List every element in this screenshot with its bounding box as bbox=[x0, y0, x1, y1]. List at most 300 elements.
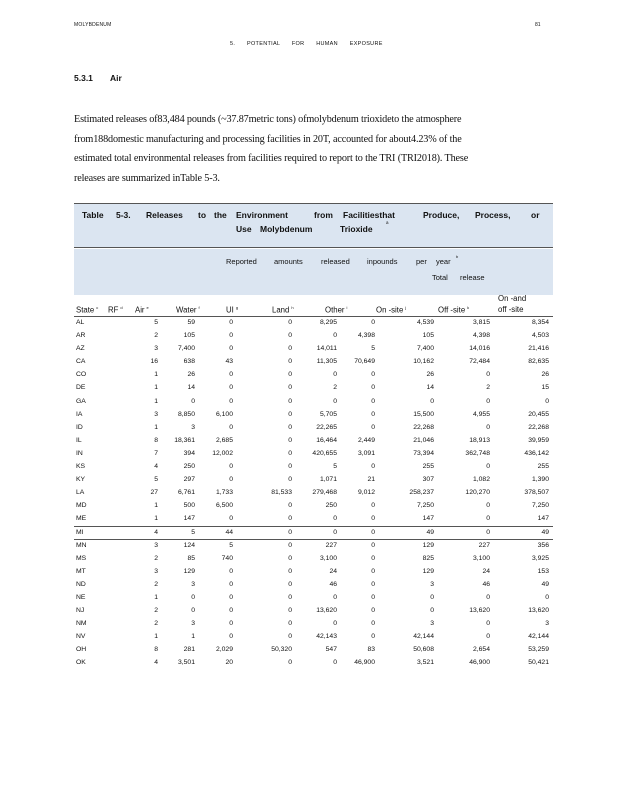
value-cell: 0 bbox=[486, 371, 490, 379]
value-cell: 129 bbox=[422, 567, 434, 575]
col-header-offsite: Off -site $^k$ bbox=[438, 305, 470, 315]
value-cell: 5 bbox=[229, 541, 233, 549]
value-cell: 0 bbox=[486, 528, 490, 536]
value-cell: 3 bbox=[154, 345, 158, 353]
paragraph-line: releases are summarized inTable 5-3. bbox=[74, 172, 220, 184]
value-cell: 16,464 bbox=[316, 436, 337, 444]
table-row bbox=[74, 644, 553, 657]
value-cell: 1,733 bbox=[215, 489, 233, 497]
value-cell: 3,100 bbox=[472, 554, 490, 562]
value-cell: 0 bbox=[229, 332, 233, 340]
value-cell: 5 bbox=[371, 345, 375, 353]
section-title: Air bbox=[110, 73, 122, 83]
value-cell: 0 bbox=[288, 358, 292, 366]
col-header-water: Water $^f$ bbox=[176, 305, 200, 315]
value-cell: 105 bbox=[183, 332, 195, 340]
value-cell: 0 bbox=[288, 515, 292, 523]
value-cell: 0 bbox=[371, 515, 375, 523]
caption-word: Environment bbox=[236, 210, 288, 220]
value-cell: 0 bbox=[229, 345, 233, 353]
value-cell: 250 bbox=[183, 463, 195, 471]
value-cell: 147 bbox=[537, 515, 549, 523]
value-cell: 0 bbox=[288, 332, 292, 340]
value-cell: 24 bbox=[482, 567, 490, 575]
table-row bbox=[74, 592, 553, 605]
value-cell: 3 bbox=[430, 580, 434, 588]
state-cell: OK bbox=[76, 659, 86, 667]
value-cell: 1 bbox=[154, 593, 158, 601]
value-cell: 72,484 bbox=[469, 358, 490, 366]
value-cell: 0 bbox=[288, 607, 292, 615]
caption-word: Use bbox=[236, 224, 252, 234]
table-row bbox=[74, 657, 553, 670]
table-subheader bbox=[74, 249, 553, 295]
state-cell: MS bbox=[76, 554, 87, 562]
value-cell: 2,654 bbox=[472, 646, 490, 654]
value-cell: 2,449 bbox=[357, 436, 375, 444]
value-cell: 0 bbox=[371, 397, 375, 405]
caption-word: from bbox=[314, 210, 333, 220]
table-row bbox=[74, 356, 553, 369]
value-cell: 3,100 bbox=[319, 554, 337, 562]
value-cell: 12,002 bbox=[212, 449, 233, 457]
value-cell: 2 bbox=[486, 384, 490, 392]
value-cell: 0 bbox=[333, 659, 337, 667]
value-cell: 5,705 bbox=[319, 410, 337, 418]
value-cell: 18,361 bbox=[174, 436, 195, 444]
value-cell: 0 bbox=[430, 397, 434, 405]
state-cell: OH bbox=[76, 646, 87, 654]
value-cell: 0 bbox=[371, 593, 375, 601]
value-cell: 0 bbox=[486, 397, 490, 405]
caption-word: Molybdenum bbox=[260, 224, 313, 234]
value-cell: 0 bbox=[288, 371, 292, 379]
value-cell: 0 bbox=[288, 449, 292, 457]
value-cell: 10,162 bbox=[413, 358, 434, 366]
value-cell: 22,268 bbox=[528, 423, 549, 431]
value-cell: 11,305 bbox=[316, 358, 337, 366]
value-cell: 0 bbox=[371, 371, 375, 379]
value-cell: 50,320 bbox=[271, 646, 292, 654]
state-cell: ND bbox=[76, 580, 86, 588]
value-cell: 3 bbox=[191, 423, 195, 431]
value-cell: 0 bbox=[229, 319, 233, 326]
value-cell: 258,237 bbox=[409, 489, 434, 497]
value-cell: 378,507 bbox=[524, 489, 549, 497]
value-cell: 0 bbox=[333, 593, 337, 601]
value-cell: 15 bbox=[541, 384, 549, 392]
value-cell: 3 bbox=[154, 541, 158, 549]
value-cell: 0 bbox=[545, 593, 549, 601]
value-cell: 0 bbox=[430, 593, 434, 601]
value-cell: 0 bbox=[229, 580, 233, 588]
state-cell: IL bbox=[76, 436, 82, 444]
value-cell: 1 bbox=[154, 384, 158, 392]
page-number: 81 bbox=[535, 22, 541, 28]
value-cell: 0 bbox=[333, 332, 337, 340]
value-cell: 0 bbox=[288, 620, 292, 628]
value-cell: 18,913 bbox=[469, 436, 490, 444]
value-cell: 1 bbox=[154, 502, 158, 510]
table-row bbox=[74, 409, 553, 422]
value-cell: 436,142 bbox=[524, 449, 549, 457]
value-cell: 5 bbox=[333, 463, 337, 471]
value-cell: 0 bbox=[371, 410, 375, 418]
value-cell: 0 bbox=[191, 607, 195, 615]
value-cell: 1,082 bbox=[472, 476, 490, 484]
state-cell: LA bbox=[76, 489, 85, 497]
value-cell: 0 bbox=[229, 463, 233, 471]
value-cell: 547 bbox=[325, 646, 337, 654]
value-cell: 3,521 bbox=[416, 659, 434, 667]
table-row bbox=[74, 369, 553, 382]
value-cell: 0 bbox=[191, 593, 195, 601]
paragraph-line: estimated total environmental releases from facilities required to report to the TRI (TRI2018). These bbox=[74, 153, 469, 164]
state-cell: AL bbox=[76, 319, 85, 326]
value-cell: 4 bbox=[154, 463, 158, 471]
table-row bbox=[74, 566, 553, 579]
table-row bbox=[74, 579, 553, 592]
value-cell: 0 bbox=[229, 476, 233, 484]
value-cell: 7,250 bbox=[416, 502, 434, 510]
state-cell: MN bbox=[76, 541, 87, 549]
caption-word: Process, bbox=[475, 210, 511, 220]
subheader-word: per bbox=[416, 257, 427, 266]
value-cell: 21,046 bbox=[413, 436, 434, 444]
value-cell: 255 bbox=[537, 463, 549, 471]
value-cell: 0 bbox=[288, 528, 292, 536]
value-cell: 0 bbox=[229, 423, 233, 431]
value-cell: 6,100 bbox=[215, 410, 233, 418]
paragraph-line: from188domestic manufacturing and processing facilities in 20T, accounted for about4.23% of the bbox=[74, 133, 462, 145]
caption-word: the bbox=[214, 210, 227, 220]
col-header-onoff-bottom: off -site bbox=[498, 305, 524, 314]
value-cell: 4,539 bbox=[416, 319, 434, 326]
value-cell: 53,259 bbox=[528, 646, 549, 654]
value-cell: 2 bbox=[154, 620, 158, 628]
value-cell: 0 bbox=[486, 620, 490, 628]
table-row bbox=[74, 330, 553, 343]
table-row bbox=[74, 513, 553, 526]
value-cell: 0 bbox=[229, 567, 233, 575]
value-cell: 0 bbox=[486, 633, 490, 641]
value-cell: 0 bbox=[288, 502, 292, 510]
value-cell: 255 bbox=[422, 463, 434, 471]
state-cell: IA bbox=[76, 410, 83, 418]
value-cell: 0 bbox=[486, 463, 490, 471]
state-cell: ID bbox=[76, 423, 83, 431]
value-cell: 82,635 bbox=[528, 358, 549, 366]
value-cell: 26 bbox=[541, 371, 549, 379]
value-cell: 129 bbox=[422, 541, 434, 549]
col-header-state: State $^c$ bbox=[76, 305, 99, 315]
value-cell: 20,455 bbox=[528, 410, 549, 418]
value-cell: 21 bbox=[367, 476, 375, 484]
value-cell: 1 bbox=[154, 423, 158, 431]
state-cell: KS bbox=[76, 463, 86, 471]
value-cell: 0 bbox=[371, 607, 375, 615]
state-cell: ME bbox=[76, 515, 87, 523]
value-cell: 14 bbox=[187, 384, 195, 392]
value-cell: 2 bbox=[333, 384, 337, 392]
value-cell: 73,394 bbox=[413, 449, 434, 457]
state-cell: CO bbox=[76, 371, 87, 379]
value-cell: 0 bbox=[486, 502, 490, 510]
value-cell: 0 bbox=[288, 384, 292, 392]
value-cell: 279,468 bbox=[312, 489, 337, 497]
subheader-word: released bbox=[321, 257, 350, 266]
value-cell: 1 bbox=[154, 371, 158, 379]
subheader-word: Reported bbox=[226, 257, 257, 266]
subheader-word: Total bbox=[432, 273, 448, 282]
value-cell: 0 bbox=[229, 515, 233, 523]
value-cell: 26 bbox=[426, 371, 434, 379]
value-cell: 0 bbox=[229, 633, 233, 641]
state-cell: NM bbox=[76, 620, 87, 628]
value-cell: 124 bbox=[183, 541, 195, 549]
value-cell: 50,421 bbox=[528, 659, 549, 667]
caption-number: 5-3. bbox=[116, 210, 131, 220]
value-cell: 6,761 bbox=[177, 489, 195, 497]
value-cell: 49 bbox=[426, 528, 434, 536]
subheader-footnote-mark: b bbox=[456, 254, 459, 259]
value-cell: 0 bbox=[288, 567, 292, 575]
value-cell: 6,500 bbox=[215, 502, 233, 510]
value-cell: 24 bbox=[329, 567, 337, 575]
value-cell: 281 bbox=[183, 646, 195, 654]
value-cell: 0 bbox=[333, 515, 337, 523]
subheader-word: inpounds bbox=[367, 257, 398, 266]
value-cell: 227 bbox=[325, 541, 337, 549]
value-cell: 14,011 bbox=[316, 345, 337, 353]
value-cell: 0 bbox=[430, 607, 434, 615]
col-header-other: Other $^i$ bbox=[325, 305, 348, 315]
value-cell: 49 bbox=[541, 580, 549, 588]
state-cell: MD bbox=[76, 502, 87, 510]
table-row bbox=[74, 553, 553, 566]
col-header-onsite: On -site $^j$ bbox=[376, 305, 407, 315]
value-cell: 21,416 bbox=[528, 345, 549, 353]
value-cell: 15,500 bbox=[413, 410, 434, 418]
value-cell: 0 bbox=[288, 410, 292, 418]
value-cell: 0 bbox=[371, 384, 375, 392]
value-cell: 120,270 bbox=[465, 489, 490, 497]
value-cell: 0 bbox=[371, 554, 375, 562]
value-cell: 27 bbox=[150, 489, 158, 497]
table-row bbox=[74, 605, 553, 618]
value-cell: 42,144 bbox=[528, 633, 549, 641]
table-row bbox=[74, 448, 553, 461]
value-cell: 4 bbox=[154, 659, 158, 667]
value-cell: 42,143 bbox=[316, 633, 337, 641]
value-cell: 0 bbox=[229, 593, 233, 601]
value-cell: 13,620 bbox=[528, 607, 549, 615]
value-cell: 3 bbox=[154, 410, 158, 418]
value-cell: 14 bbox=[426, 384, 434, 392]
value-cell: 46,900 bbox=[469, 659, 490, 667]
value-cell: 5 bbox=[191, 528, 195, 536]
table-row bbox=[74, 631, 553, 644]
value-cell: 8,850 bbox=[177, 410, 195, 418]
value-cell: 1 bbox=[154, 397, 158, 405]
value-cell: 81,533 bbox=[271, 489, 292, 497]
value-cell: 3,815 bbox=[472, 319, 490, 326]
col-header-ui: UI $^g$ bbox=[226, 305, 239, 315]
value-cell: 0 bbox=[371, 423, 375, 431]
value-cell: 0 bbox=[229, 371, 233, 379]
caption-label: Table bbox=[82, 210, 104, 220]
value-cell: 0 bbox=[371, 541, 375, 549]
chapter-header: 5. POTENTIAL FOR HUMAN EXPOSURE bbox=[230, 41, 383, 47]
caption-word: Trioxide bbox=[340, 224, 373, 234]
value-cell: 0 bbox=[288, 580, 292, 588]
value-cell: 22,268 bbox=[413, 423, 434, 431]
value-cell: 2,685 bbox=[215, 436, 233, 444]
value-cell: 46,900 bbox=[354, 659, 375, 667]
col-header-land: Land $^h$ bbox=[272, 305, 294, 315]
value-cell: 46 bbox=[482, 580, 490, 588]
value-cell: 147 bbox=[422, 515, 434, 523]
paragraph-line: Estimated releases of83,484 pounds (~37.87metric tons) ofmolybdenum trioxideto the atmosphere bbox=[74, 114, 462, 125]
state-cell: IN bbox=[76, 449, 83, 457]
value-cell: 0 bbox=[288, 397, 292, 405]
state-cell: MT bbox=[76, 567, 86, 575]
value-cell: 14,016 bbox=[469, 345, 490, 353]
value-cell: 4 bbox=[154, 528, 158, 536]
value-cell: 0 bbox=[288, 463, 292, 471]
value-cell: 16 bbox=[150, 358, 158, 366]
value-cell: 0 bbox=[288, 436, 292, 444]
value-cell: 42,144 bbox=[413, 633, 434, 641]
value-cell: 1 bbox=[154, 515, 158, 523]
value-cell: 44 bbox=[225, 528, 233, 536]
value-cell: 4,398 bbox=[357, 332, 375, 340]
state-cell: NE bbox=[76, 593, 86, 601]
caption-word: Facilitiesthat bbox=[343, 210, 395, 220]
value-cell: 2 bbox=[154, 554, 158, 562]
value-cell: 227 bbox=[478, 541, 490, 549]
value-cell: 26 bbox=[187, 371, 195, 379]
value-cell: 3 bbox=[154, 567, 158, 575]
value-cell: 638 bbox=[183, 358, 195, 366]
value-cell: 1 bbox=[154, 633, 158, 641]
value-cell: 0 bbox=[288, 659, 292, 667]
value-cell: 307 bbox=[422, 476, 434, 484]
subheader-word: amounts bbox=[274, 257, 303, 266]
value-cell: 5 bbox=[154, 476, 158, 484]
state-cell: AZ bbox=[76, 345, 85, 353]
value-cell: 8,295 bbox=[319, 319, 337, 326]
state-cell: KY bbox=[76, 476, 86, 484]
value-cell: 0 bbox=[229, 620, 233, 628]
col-header-air: Air $^e$ bbox=[135, 305, 149, 315]
col-header-onoff-top: On -and bbox=[498, 294, 527, 303]
value-cell: 3 bbox=[191, 580, 195, 588]
state-cell: NV bbox=[76, 633, 86, 641]
state-cell: GA bbox=[76, 397, 86, 405]
value-cell: 0 bbox=[288, 541, 292, 549]
value-cell: 3 bbox=[430, 620, 434, 628]
value-cell: 0 bbox=[371, 463, 375, 471]
value-cell: 20 bbox=[225, 659, 233, 667]
value-cell: 8 bbox=[154, 646, 158, 654]
value-cell: 0 bbox=[288, 423, 292, 431]
caption-word: to bbox=[198, 210, 207, 220]
running-header-title: MOLYBDENUM bbox=[74, 22, 112, 28]
releases-table bbox=[74, 203, 553, 717]
value-cell: 8 bbox=[154, 436, 158, 444]
value-cell: 7,400 bbox=[416, 345, 434, 353]
value-cell: 1,390 bbox=[531, 476, 549, 484]
value-cell: 50,608 bbox=[413, 646, 434, 654]
value-cell: 0 bbox=[333, 371, 337, 379]
value-cell: 3,925 bbox=[531, 554, 549, 562]
state-cell: CA bbox=[76, 358, 86, 366]
table-row bbox=[74, 382, 553, 395]
value-cell: 153 bbox=[537, 567, 549, 575]
table-row bbox=[74, 527, 553, 540]
col-header-rf: RF $^d$ bbox=[108, 305, 123, 315]
state-cell: DE bbox=[76, 384, 86, 392]
value-cell: 3 bbox=[191, 620, 195, 628]
subheader-word: year bbox=[436, 257, 451, 266]
value-cell: 129 bbox=[183, 567, 195, 575]
value-cell: 2 bbox=[154, 607, 158, 615]
value-cell: 250 bbox=[325, 502, 337, 510]
table-row bbox=[74, 474, 553, 487]
value-cell: 0 bbox=[191, 397, 195, 405]
state-cell: AR bbox=[76, 332, 86, 340]
value-cell: 13,620 bbox=[469, 607, 490, 615]
value-cell: 3 bbox=[545, 620, 549, 628]
value-cell: 0 bbox=[288, 593, 292, 601]
value-cell: 0 bbox=[288, 319, 292, 326]
value-cell: 9,012 bbox=[357, 489, 375, 497]
table-row bbox=[74, 540, 553, 553]
value-cell: 0 bbox=[333, 397, 337, 405]
value-cell: 0 bbox=[333, 528, 337, 536]
value-cell: 7,250 bbox=[531, 502, 549, 510]
table-row bbox=[74, 396, 553, 409]
value-cell: 0 bbox=[371, 633, 375, 641]
caption-word: or bbox=[531, 210, 540, 220]
value-cell: 105 bbox=[422, 332, 434, 340]
value-cell: 356 bbox=[537, 541, 549, 549]
table-row bbox=[74, 487, 553, 500]
value-cell: 0 bbox=[371, 319, 375, 326]
value-cell: 5 bbox=[154, 319, 158, 326]
value-cell: 0 bbox=[486, 515, 490, 523]
section-number: 5.3.1 bbox=[74, 73, 93, 83]
value-cell: 0 bbox=[486, 423, 490, 431]
value-cell: 0 bbox=[371, 567, 375, 575]
value-cell: 420,655 bbox=[312, 449, 337, 457]
value-cell: 7 bbox=[154, 449, 158, 457]
value-cell: 2 bbox=[154, 332, 158, 340]
value-cell: 4,955 bbox=[472, 410, 490, 418]
value-cell: 394 bbox=[183, 449, 195, 457]
caption-footnote-mark: a bbox=[386, 220, 389, 225]
value-cell: 0 bbox=[229, 384, 233, 392]
value-cell: 4,503 bbox=[531, 332, 549, 340]
value-cell: 8,354 bbox=[531, 319, 549, 326]
value-cell: 13,620 bbox=[316, 607, 337, 615]
value-cell: 0 bbox=[333, 620, 337, 628]
table-row bbox=[74, 343, 553, 356]
value-cell: 362,748 bbox=[465, 449, 490, 457]
value-cell: 1,071 bbox=[319, 476, 337, 484]
value-cell: 0 bbox=[371, 528, 375, 536]
